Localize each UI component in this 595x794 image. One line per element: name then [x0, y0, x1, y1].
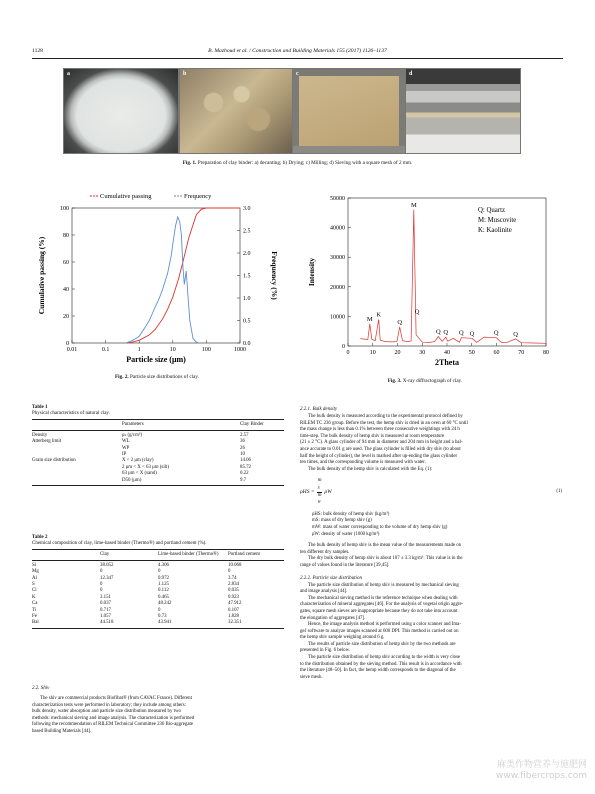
table2-label: Table 2 — [32, 535, 48, 540]
table2-row-cell: 32.351 — [228, 620, 242, 626]
text-line: sieve mesh. — [300, 674, 323, 680]
table1-header-row — [32, 420, 284, 429]
table2-row-cell: 38.052 — [100, 562, 114, 568]
table2-row-cell: 10.068 — [228, 562, 242, 568]
watermark-line1: 麻类作物营养与施肥网 — [496, 760, 587, 770]
x-tick-label: 30 — [419, 350, 426, 356]
fig1-caption-label: Fig. 1. — [182, 160, 197, 166]
table2-row-cell: 1.125 — [158, 582, 170, 588]
table1-row-cell: 2 μm < X < 63 μm (silt) — [122, 464, 170, 470]
panel-label-c: c — [296, 71, 299, 77]
fig2-caption — [32, 374, 282, 381]
text-line: The bulk density of the hemp shiv is calculated with the Eq. (1): — [308, 466, 433, 472]
peak-label: Q — [414, 308, 420, 316]
x-tick-label: 10 — [169, 347, 176, 353]
panel-label-b: b — [183, 71, 187, 77]
equation-lhs: ρHS = — [300, 488, 315, 495]
table2-row-cell: 0 — [158, 569, 161, 575]
y-left-tick-label: 80 — [63, 233, 69, 239]
panel-label-a: a — [67, 71, 70, 77]
text-line: The shiv are commercial products Biofibat® (from CAVAC France). Different — [40, 696, 192, 701]
x-tick-label: 50 — [468, 350, 475, 356]
photo-milling — [292, 68, 406, 154]
table1-row-cell: 36 — [240, 439, 245, 445]
text-line: Hence, the image analysis method is performed using a color scanner and Ima- — [308, 622, 461, 628]
text-line: methods: mechanical sieving and image analysis. The characterization is performed — [32, 715, 195, 721]
definition-line: mS: mass of dry hemp shiv (g) — [312, 518, 372, 524]
x-tick-label: 10 — [369, 350, 376, 356]
y-left-tick-label: 0 — [66, 341, 69, 347]
y-left-tick-label: 60 — [63, 260, 69, 266]
text-line: The results of particle size distribution of hemp shiv by the two methods are — [308, 641, 456, 647]
table2-row-cell: Ti — [32, 607, 37, 613]
table1-row-cell: 14.06 — [240, 458, 252, 464]
y-right-tick-label: 3.0 — [243, 206, 251, 212]
table2-header-cell — [32, 552, 100, 558]
text-line: (21 ± 2 °C). A glass cylinder of 94 mm in diameter and 204 mm in height and a bal- — [300, 440, 463, 446]
table1-row-cell: D50 (μm) — [122, 477, 142, 483]
peak-label: Q — [513, 330, 518, 338]
text-line: The particle size distribution of hemp shiv according to the width is very close — [308, 655, 461, 661]
x-tick-label: 20 — [394, 350, 401, 356]
table2-row-cell: 0.112 — [158, 588, 169, 594]
text-line: bulk density, water absorption and particle size distribution measured by two — [32, 709, 181, 715]
table1-row-cell: Grain size distribution — [32, 458, 76, 464]
table2-row-cell: 0 — [228, 569, 231, 575]
peak-label: Q — [397, 318, 403, 326]
equation-rhs: ρW — [324, 488, 332, 495]
table2-row-cell: Mg — [32, 569, 39, 575]
legend-entry: K: Kaolinite — [478, 227, 512, 234]
table2-row-cell: Bal — [32, 620, 39, 626]
series-line-cumulative — [126, 208, 240, 343]
text-line: The bulk density is measured according to the experimental protocol defined by — [308, 414, 463, 419]
y-left-tick-label: 100 — [60, 206, 69, 212]
text-line: half the height of cylinder), the level is marked after up-ending the glass cylinder — [300, 453, 458, 459]
fig2-caption-label: Fig. 2. — [115, 374, 129, 380]
text-line: geJ software to analyze images scanned at 600 DPI. This method is carried out on — [300, 628, 459, 634]
y-tick-label: 10000 — [330, 314, 345, 321]
series-line-frequency — [126, 217, 199, 343]
table1-header-cell: Parameters — [122, 421, 144, 427]
table2-row-cell: 12.347 — [100, 575, 114, 581]
y-tick-label: 50000 — [330, 196, 345, 202]
x-tick-label: 1 — [137, 347, 141, 353]
fig3-chart — [300, 188, 550, 368]
table2-row-cell: Al — [32, 575, 37, 581]
peak-label: Q — [469, 330, 475, 338]
text-line: ance accurate to 0.01 g are used. The glass cylinder is filled with dry shiv (to about — [300, 446, 461, 452]
legend-entry: Q: Quartz — [478, 207, 505, 214]
table1-row-cell: WP — [122, 445, 130, 451]
text-line: the literature [48–50]. In fact, the hemp width corresponds to the diagonal of the — [300, 668, 456, 674]
table1-row-cell: 0.22 — [240, 471, 249, 477]
text-line: time-step. The bulk density of hemp shiv is measured at room temperature — [300, 433, 445, 439]
text-line: The dry bulk density of hemp shiv is about 107 ± 3.3 kg/m³. This value is in the — [308, 556, 463, 562]
peak-label: K — [376, 311, 382, 319]
y-right-tick-label: 2.0 — [243, 251, 251, 257]
table1-row-cell: 26 — [240, 445, 245, 451]
header-rule — [32, 58, 563, 59]
text-line: gates, square mesh sieves are inappropriate because they do not take into account — [300, 608, 458, 614]
table2-row-cell: 0.972 — [158, 575, 170, 581]
peak-label: Q — [459, 329, 464, 337]
watermark-line2: www.fibercrops.com — [496, 771, 587, 781]
table2-title: Chemical composition of clay, lime-based binder (Thermo®) and portland cement (%). — [32, 541, 207, 547]
y-tick-label: 30000 — [330, 255, 345, 262]
text-line: the mass change is less than 0.1% between three consecutive weightings with 24 h — [300, 427, 460, 433]
text-line: the hemp shiv sample weighing around 6 g. — [300, 635, 385, 641]
table1-title: Physical characteristics of natural clay. — [32, 411, 110, 417]
fig2-chart — [32, 188, 282, 368]
y-right-tick-label: 2.5 — [243, 228, 251, 235]
x-tick-label: 60 — [493, 350, 500, 356]
fig1-caption — [0, 160, 595, 167]
y-left-axis-label: Cumulative passing (%) — [37, 236, 46, 315]
table2-row-cell: 0.035 — [228, 588, 240, 594]
fig2-caption-text: Particle size distributions of clay. — [130, 374, 199, 380]
table2-row-cell: 2.834 — [228, 582, 240, 588]
table2-row-cell: 0.73 — [158, 614, 167, 620]
text-line: based Building Materials [44]. — [32, 728, 92, 734]
photo-sieving — [405, 68, 521, 154]
y-left-tick-label: 40 — [63, 287, 69, 293]
table1-row-cell: 2.57 — [240, 432, 249, 438]
text-line: presented in Fig. 6 below. — [300, 648, 350, 654]
table1-row-cell: IP — [122, 452, 127, 458]
table1-row-cell: Density — [32, 432, 48, 438]
x-tick-label: 100 — [201, 347, 211, 353]
x-tick-label: 0.01 — [66, 347, 78, 353]
fig3-caption-label: Fig. 3. — [387, 378, 402, 384]
table1-row-cell: 9.7 — [240, 477, 247, 483]
text-line: RILEM TC 236 group. Before the test, the hemp shiv is dried in an oven at 60 °C until — [300, 420, 468, 426]
equation-numerator-sub: S — [317, 485, 320, 490]
table2-row-cell: 44.518 — [100, 620, 114, 626]
table2-row — [32, 620, 284, 626]
equation-tag: (1) — [556, 488, 562, 494]
y-axis-label: Intensity — [307, 257, 316, 287]
equation-numerator: m — [317, 477, 322, 484]
table2-row-cell: Ca — [32, 601, 38, 607]
y-right-tick-label: 0.0 — [243, 341, 251, 347]
table2-row-cell: 0 — [100, 582, 103, 588]
table2-row-cell: 4.306 — [158, 562, 170, 568]
fig3-caption — [300, 378, 550, 385]
x-tick-label: 1000 — [234, 347, 246, 353]
x-tick-label: 80 — [543, 350, 549, 356]
table1 — [32, 405, 284, 486]
table2-row-cell: 0.717 — [100, 607, 112, 613]
table2-row-cell: 0 — [158, 607, 161, 613]
table1-row-cell: ρₛ (g/cm³) — [122, 432, 142, 438]
peak-label: Q — [443, 329, 449, 337]
table1-row-cell: 63 μm < X (sand) — [122, 471, 157, 477]
table2-row-cell: 0.037 — [100, 601, 112, 607]
table1-row-cell: 10 — [240, 452, 245, 458]
left-text — [32, 686, 284, 736]
x-tick-label: 0 — [346, 350, 350, 356]
fig1-caption-text: Preparation of clay binder: a) decanting; b) Drying; c) Milling; d) Sieving with a square mesh of 2 mm. — [197, 160, 413, 166]
table2-header-cell: Clay — [100, 551, 110, 557]
table1-row-cell: Atterberg limit — [32, 439, 62, 445]
y-tick-label: 0 — [342, 344, 345, 350]
table2-row-cell: 0.465 — [158, 594, 170, 600]
table2-row-cell: 0 — [100, 569, 103, 575]
watermark — [496, 760, 587, 782]
text-line: The mechanical sieving method is the reference technique when dealing with — [308, 595, 458, 601]
plot-frame — [72, 208, 240, 343]
text-line: ten times, and the corresponding volume is measured with water. — [300, 460, 426, 466]
y-left-tick-label: 20 — [63, 314, 69, 320]
table2 — [32, 535, 284, 629]
table1-row-cell: WL — [122, 439, 130, 445]
text-line: ten different dry samples. — [300, 549, 350, 555]
diffractogram-line — [360, 210, 546, 343]
legend-entry: M: Muscovite — [478, 217, 517, 224]
table2-row-cell: 0.923 — [228, 594, 240, 600]
table2-header-row — [32, 550, 284, 559]
peak-label: M — [366, 315, 373, 323]
text-line: and image analysis [44]. — [300, 589, 348, 595]
table1-row-cell — [32, 478, 122, 484]
fig3-caption-text: X-ray diffractograph of clay. — [402, 378, 463, 384]
section-psd-heading: 2.2.2. Particle size distribution — [300, 575, 362, 581]
table2-header-cell: Portland cement — [228, 551, 260, 557]
table2-row-cell: 0 — [100, 588, 103, 594]
text-line: to the distribution obtained by the sieving method. This result is in accordance with — [300, 661, 462, 667]
y-right-tick-label: 1.0 — [243, 296, 251, 302]
x-axis-label: Particle size (μm) — [126, 355, 186, 364]
table1-row-cell: X < 2 μm (clay) — [122, 458, 154, 464]
section-shiv-heading: 2.2. Shiv — [32, 686, 50, 691]
photo-decanting — [63, 68, 179, 154]
table2-row-cell: 43.941 — [158, 620, 172, 626]
peak-label: M — [410, 201, 417, 209]
text-line: The particle size distribution of hemp shiv is measured by mechanical sieving — [308, 582, 459, 588]
running-title: B. Mazhoud et al. / Construction and Building Materials 155 (2017) 1126–1137 — [208, 48, 387, 54]
table2-row-cell: K — [32, 594, 36, 600]
peak-label: Q — [493, 329, 499, 337]
equation-fraction — [317, 478, 323, 505]
table1-header-cell: Clay Binder — [240, 421, 264, 427]
x-tick-label: 40 — [444, 350, 450, 356]
definition-line: ρW: density of water (1000 kg/m³) — [312, 531, 380, 537]
y-right-axis-label: Frequency (%) — [270, 251, 279, 300]
table2-row-cell: 47.912 — [228, 601, 242, 607]
table2-row-cell: 48.242 — [158, 601, 172, 607]
legend-label-cumulative: Cumulative passing — [100, 193, 152, 200]
equation-1 — [300, 478, 562, 505]
right-text — [300, 407, 562, 681]
panel-label-d: d — [409, 71, 413, 77]
legend-label-frequency: Frequency — [184, 193, 212, 200]
table2-row-cell: 3.74 — [228, 575, 237, 581]
x-tick-label: 0.1 — [101, 347, 110, 353]
definition-line: mW: mass of water corresponding to the volume of dry hemp shiv (g) — [312, 524, 448, 530]
table2-row-cell: S — [32, 582, 35, 588]
table2-header-cell: Lime-based binder (Thermo®) — [158, 551, 219, 557]
text-line: The bulk density of hemp shiv is the mean value of the measurements made on — [308, 543, 462, 549]
equation-denominator-sub: W — [317, 500, 321, 505]
table2-row-cell: 0.107 — [228, 607, 240, 613]
x-tick-label: 70 — [518, 350, 525, 356]
text-line: characterization tests were performed in laboratory; they include among others: — [32, 702, 186, 708]
table2-row-cell: Cl — [32, 588, 37, 594]
table1-row-cell: 85.72 — [240, 464, 252, 470]
definition-line: ρHS: bulk density of hemp shiv (kg/m³) — [312, 511, 390, 517]
text-line: the elongation of aggregates [47]. — [300, 615, 366, 621]
section-bulk-density-heading: 2.2.1. Bulk density — [300, 407, 338, 412]
peak-label: Q — [435, 328, 441, 336]
y-right-tick-label: 1.5 — [243, 273, 251, 280]
equation-denominator: m — [317, 491, 322, 498]
text-line: range of values found in the literature [39,45]. — [300, 562, 390, 568]
table2-row-cell: 1.828 — [228, 614, 240, 620]
photo-drying — [179, 68, 293, 154]
text-line: following the recommendation of RILEM Technical Committee 236 Bio-aggregate — [32, 722, 193, 728]
page-number: 1128 — [32, 48, 43, 54]
table1-label: Table 1 — [32, 405, 48, 410]
y-right-tick-label: 0.5 — [243, 318, 251, 325]
x-axis-label: 2Theta — [435, 358, 459, 367]
table2-row-cell: Fe — [32, 614, 37, 620]
table2-row-cell: 3.151 — [100, 594, 112, 600]
y-tick-label: 20000 — [330, 284, 345, 291]
table1-header-cell — [32, 422, 122, 428]
y-tick-label: 40000 — [330, 225, 345, 232]
table2-row-cell: Si — [32, 562, 37, 568]
table1-row — [32, 478, 284, 484]
text-line: characterization of mineral aggregates [46]. For the analysis of vegetal origin aggre- — [300, 602, 464, 608]
table2-row-cell: 1.057 — [100, 614, 112, 620]
